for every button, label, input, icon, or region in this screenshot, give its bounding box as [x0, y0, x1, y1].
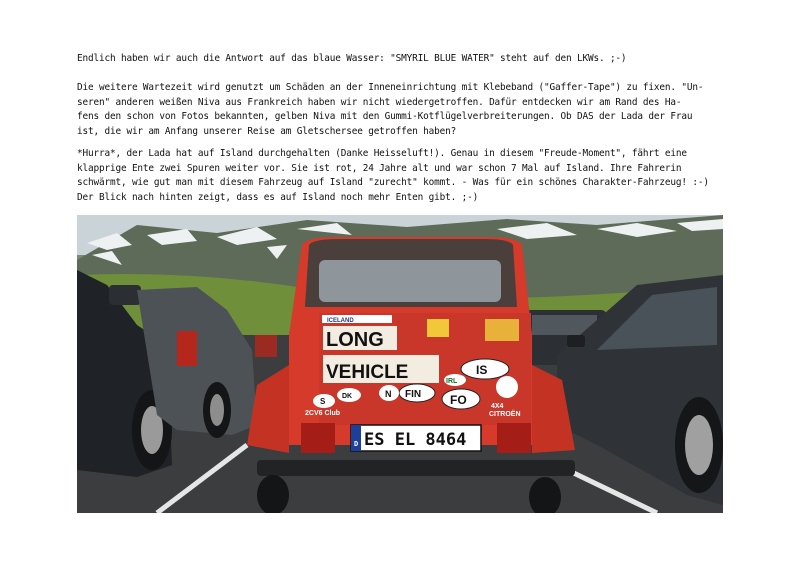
sticker-yellow	[427, 319, 449, 337]
sticker-vehicle: VEHICLE	[326, 362, 409, 383]
2cv-rear-window	[319, 260, 501, 302]
sticker-citroen: CITROËN	[489, 411, 521, 418]
sticker-4x4: 4X4	[491, 403, 504, 410]
paragraph-text: *Hurra*, der Lada hat auf Island durchgehalten (Danke Heisseluft!). Genau in diesem "Freude-Moment", fährt eine klapprige Ente zwei Spuren weiter vor. Sie ist rot, 24 Jahre alt und war schon 7 Mal auf Island. Ihre Fahrerin schwärmt, wie gut man mit diesem Fahrzeug auf Island "zurecht" kommt. - Was für ein schönes Charakter-Fahrzeug! :-) Der Blick nach hinten zeigt, dass es auf Island noch mehr Enten gibt. ;-)	[77, 148, 709, 203]
sticker-orange	[485, 319, 519, 341]
sticker-club: 2CV6 Club	[305, 410, 341, 417]
plate-country: D	[354, 440, 359, 448]
paragraph-text: Endlich haben wir auch die Antwort auf das blaue Wasser: "SMYRIL BLUE WATER" steht auf den LKWs. ;-)	[77, 53, 627, 64]
photo-illustration	[77, 215, 723, 513]
right-car-rim	[685, 415, 713, 475]
sticker-n: N	[385, 389, 392, 399]
sticker-is: IS	[476, 363, 488, 377]
suv-rim	[210, 394, 224, 426]
sticker-long: LONG	[326, 329, 384, 351]
far-car-red	[255, 335, 277, 357]
sticker-round	[496, 376, 518, 398]
suv-taillight	[177, 331, 197, 366]
paragraph-3	[77, 147, 727, 205]
sticker-s: S	[320, 397, 326, 406]
2cv-bumper	[257, 460, 575, 476]
sticker-fin: FIN	[405, 389, 422, 400]
right-car-mirror	[567, 335, 585, 347]
paragraph-text: Die weitere Wartezeit wird genutzt um Schäden an der Inneneinrichtung mit Klebeband ("Gaffer-Tape") zu fixen. "Un- seren" anderen weißen Niva aus Frankreich haben wir nicht wiedergetroffen. Dafür entdecken wir am Rand des Ha- fens den schon von Fotos bekannten, gelben Niva mit den Gummi-Kotflügelverbreiterungen. Ob DAS der Lada der Frau ist, die wir am Anfang unserer Reise am Gletschersee getroffen haben?	[77, 82, 704, 137]
paragraph-2	[77, 81, 727, 139]
2cv-left-taillight	[301, 423, 335, 453]
sticker-irl: IRL	[446, 378, 458, 385]
plate-number: ES EL 8464	[364, 430, 467, 450]
photo-red-2cv-ferry-queue	[77, 215, 723, 513]
sticker-fo: FO	[450, 393, 467, 407]
2cv-right-taillight	[497, 423, 531, 453]
paragraph-1	[77, 52, 727, 67]
sticker-iceland: ICELAND	[327, 318, 354, 324]
sticker-dk: DK	[342, 393, 353, 400]
left-car-mirror	[109, 285, 141, 305]
